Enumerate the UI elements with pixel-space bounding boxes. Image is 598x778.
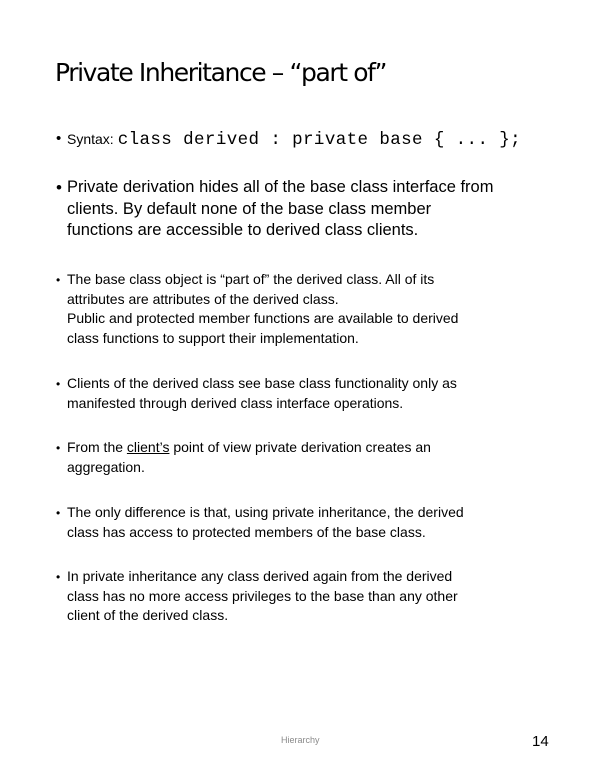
bullet-access-privileges xyxy=(56,567,556,626)
bullet-text: Clients of the derived class see base class functionality only as manifested through derived class interface operations. xyxy=(67,375,457,411)
private-derivation-line-3: functions are accessible to derived class clients. xyxy=(67,221,419,239)
slide-title: Private Inheritance – “part of” xyxy=(55,58,387,87)
bullet-dot: • xyxy=(56,130,62,147)
private-derivation-line-2: clients. By default none of the base class member xyxy=(67,199,432,218)
bullet-dot: • xyxy=(56,377,61,391)
bullet-dot: • xyxy=(56,506,61,520)
bullet-text: From the client’s point of view private derivation creates an aggregation. xyxy=(67,439,431,475)
bullet-aggregation xyxy=(56,438,556,477)
bullet-clients xyxy=(56,374,556,413)
bullet-dot: • xyxy=(56,441,61,455)
bullet-text: The base class object is “part of” the derived class. All of its attributes are attributes of the derived class. Public and protected member functions are available to derived class functions to support their implementation. xyxy=(67,271,459,346)
syntax-text xyxy=(67,128,556,151)
bullet-part-of xyxy=(56,270,556,348)
bullet-dot: • xyxy=(56,273,61,287)
syntax-label: Syntax: xyxy=(67,131,114,147)
bullet-difference xyxy=(56,503,556,542)
bullet-text: In private inheritance any class derived again from the derived class has no more access privileges to the base than any other client of the derived class. xyxy=(67,568,458,623)
bullet-dot: • xyxy=(56,178,62,197)
page-number: 14 xyxy=(532,733,549,750)
private-derivation-line-1: Private derivation hides all of the base class interface from xyxy=(67,178,494,196)
underlined-clients-word: client’s xyxy=(126,439,170,455)
private-derivation-bullet xyxy=(56,177,556,242)
footer-label: Hierarchy xyxy=(281,735,320,745)
private-lead: Private xyxy=(67,178,119,196)
syntax-bullet xyxy=(56,128,556,151)
bullet-text: The only difference is that, using private inheritance, the derived class has access to protected members of the base class. xyxy=(67,504,464,540)
private-derivation-text xyxy=(67,177,556,242)
bullet-dot: • xyxy=(56,570,61,584)
syntax-code: class derived : private base { ... }; xyxy=(117,130,522,150)
